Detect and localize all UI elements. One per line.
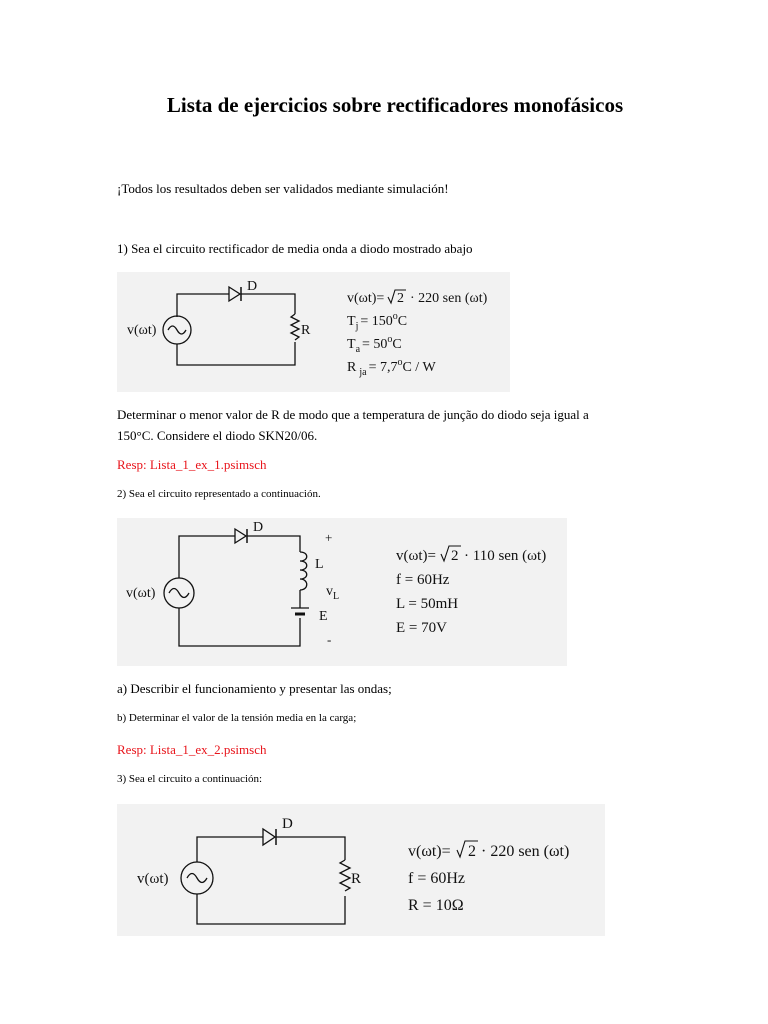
equation-rja: R $_{ja} = 7,7^oC / W$: [347, 357, 436, 378]
battery-label: E: [319, 609, 328, 624]
source-label: v(ωt): [127, 323, 157, 338]
source-label: v(ωt): [126, 586, 156, 601]
equation-voltage-prefix: v(ωt)=: [396, 548, 436, 564]
equation-voltage-root: 2: [468, 843, 476, 860]
diode-label: D: [253, 520, 264, 535]
ac-source-icon: [181, 862, 213, 894]
diode-icon: [229, 287, 241, 301]
plus-sign: +: [325, 530, 333, 545]
circuit-3-wires: [197, 837, 345, 924]
ac-source-icon: [164, 578, 194, 608]
equation-frequency: f = 60Hz: [408, 870, 466, 887]
exercise-1-question-line-1: Determinar o menor valor de R de modo que a temperatura de junção do diodo seja igual a: [117, 407, 589, 422]
exercise-2-item-b: b) Determinar el valor de la tensión media en la carga;: [117, 712, 357, 724]
source-label: v(ωt): [137, 871, 169, 887]
page-title: Lista de ejercicios sobre rectificadores monofásicos: [166, 93, 624, 117]
exercise-2-equations: [396, 546, 546, 636]
ac-source-icon: [163, 316, 191, 344]
diode-icon: [235, 529, 247, 543]
circuit-2-wires: [179, 536, 300, 646]
equation-voltage-root: 2: [397, 291, 404, 306]
exercise-1-circuit-figure: [117, 272, 510, 392]
exercise-2-answer: Resp: Lista_1_ex_2.psimsch: [117, 742, 267, 757]
resistor-label: R: [351, 871, 362, 887]
battery-icon: [291, 608, 309, 614]
vl-label: $v_L$: [326, 584, 340, 602]
inductor-label: L: [315, 557, 324, 572]
exercise-1-question: [117, 404, 647, 446]
diode-label: D: [247, 279, 258, 294]
equation-battery: E = 70V: [396, 620, 447, 636]
exercise-1-statement: 1) Sea el circuito rectificador de media onda a diodo mostrado abajo: [117, 241, 473, 256]
equation-ta: $T_a = 50^oC$: [347, 334, 402, 355]
diode-icon: [263, 829, 276, 845]
equation-voltage-root: 2: [451, 548, 459, 564]
equation-resistance: R = 10Ω: [408, 897, 464, 914]
exercise-1-question-line-2: 150°C. Considere el diodo SKN20/06.: [117, 428, 318, 443]
resistor-icon: [291, 314, 299, 340]
minus-sign: -: [327, 632, 332, 647]
equation-frequency: f = 60Hz: [396, 572, 450, 588]
diode-label: D: [282, 816, 293, 832]
inductor-icon: [300, 552, 307, 590]
exercise-2-statement: 2) Sea el circuito representado a continuación.: [117, 488, 321, 500]
equation-voltage-suffix: · 220 sen (ωt): [410, 291, 488, 306]
simulation-note: ¡Todos los resultados deben ser validados mediante simulación!: [117, 181, 449, 196]
equation-voltage-suffix: · 110 sen (ωt): [464, 548, 547, 564]
exercise-2-circuit-figure: [117, 518, 567, 666]
circuit-1-wires: [177, 294, 295, 365]
exercise-2-item-a: a) Describir el funcionamiento y presentar las ondas;: [117, 681, 392, 696]
exercise-1-equations: [347, 290, 488, 378]
exercise-3-statement: 3) Sea el circuito a continuación:: [117, 773, 263, 785]
exercise-3-equations: [408, 841, 569, 914]
exercise-3-circuit-figure: [117, 804, 605, 936]
equation-tj: $T_j = 150^oC$: [347, 311, 408, 332]
resistor-label: R: [301, 323, 311, 338]
equation-inductance: L = 50mH: [396, 596, 459, 612]
equation-voltage-prefix: v(ωt)=: [347, 291, 385, 306]
resistor-icon: [340, 860, 350, 891]
exercise-1-answer: Resp: Lista_1_ex_1.psimsch: [117, 457, 267, 472]
equation-voltage-prefix: v(ωt)=: [408, 843, 451, 860]
equation-voltage-suffix: · 220 sen (ωt): [481, 843, 570, 860]
